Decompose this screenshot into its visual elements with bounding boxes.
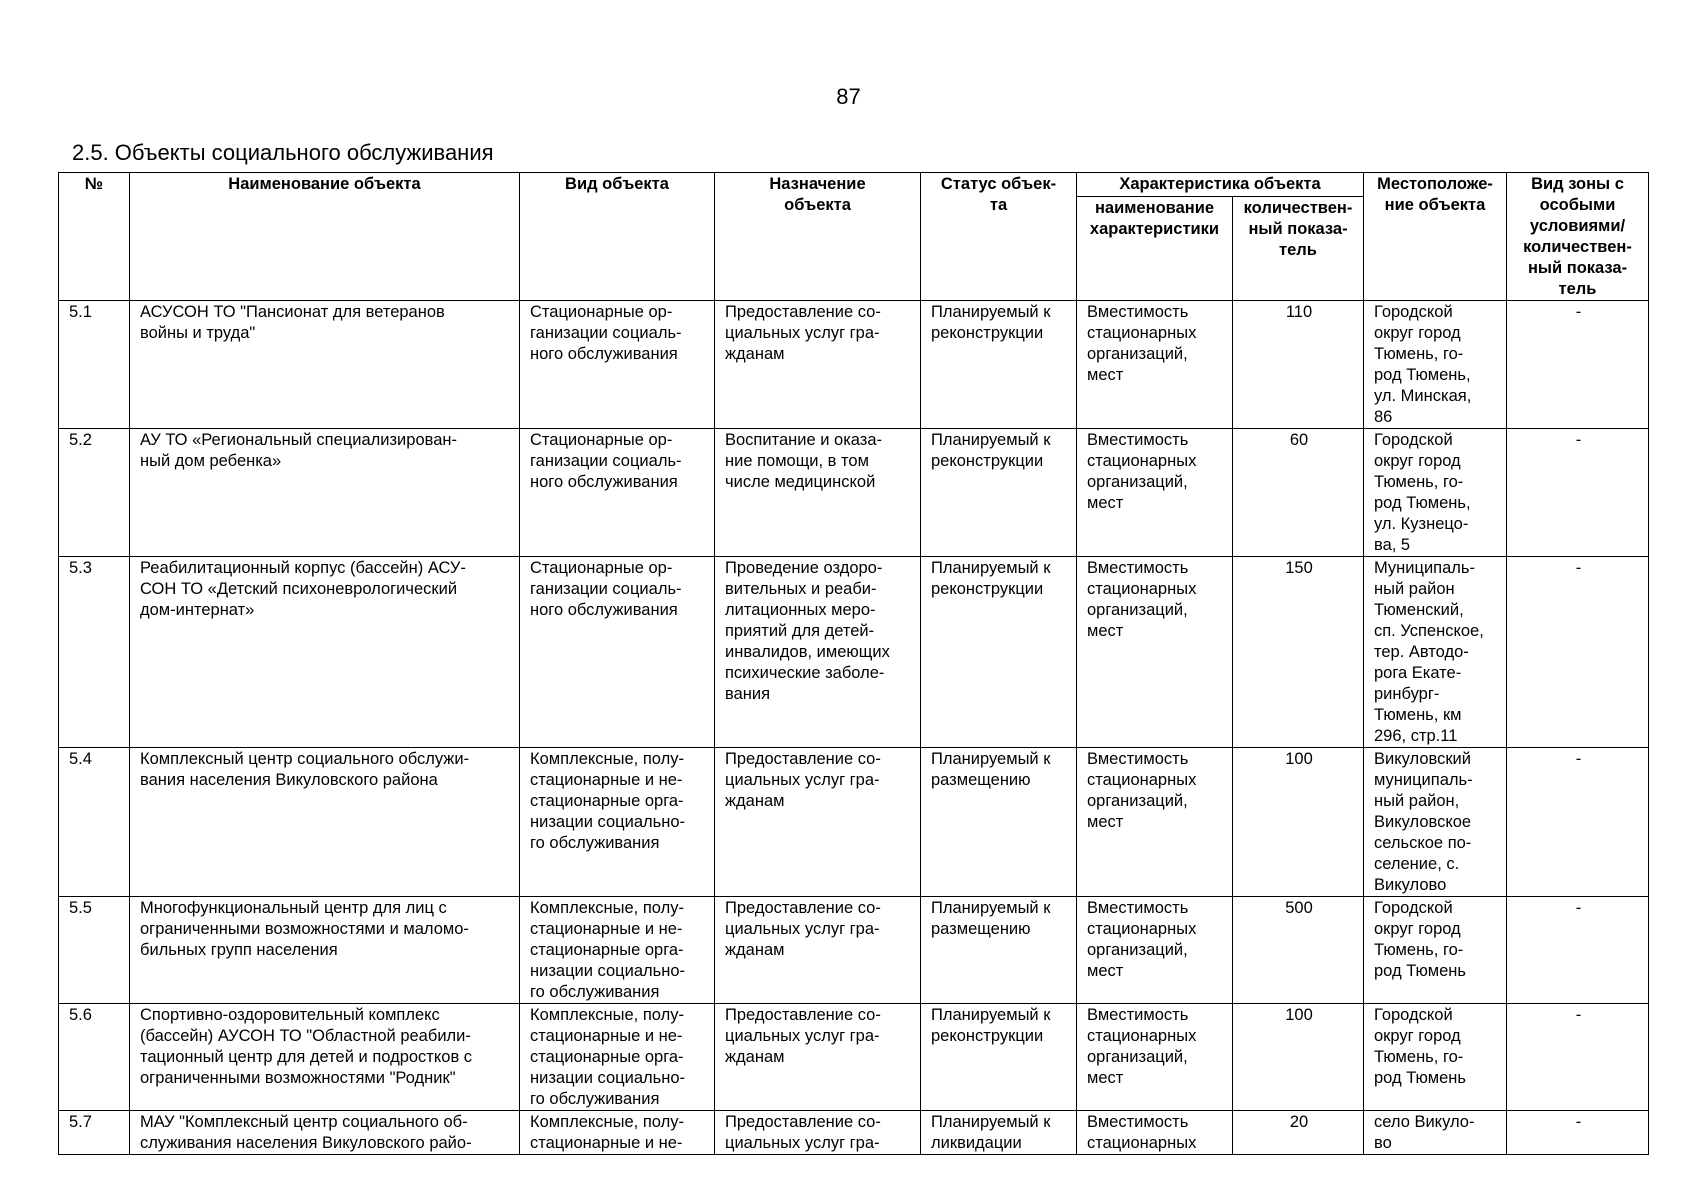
cell-type: Комплексные, полу- стационарные и не- стационарные орга- низации социально- го обслуживания xyxy=(520,748,715,897)
cell-location: Городской округ город Тюмень, го- род Тюмень xyxy=(1364,1004,1507,1111)
cell-zone: - xyxy=(1507,1004,1649,1111)
cell-type: Стационарные ор- ганизации социаль- ного обслуживания xyxy=(520,557,715,748)
cell-char-value: 100 xyxy=(1233,1004,1364,1111)
cell-name: Комплексный центр социального обслужи- вания населения Викуловского района xyxy=(130,748,520,897)
table-row xyxy=(59,897,1649,1004)
header-purpose: Назначение объекта xyxy=(715,173,921,301)
cell-status: Планируемый к ликвидации xyxy=(921,1111,1077,1155)
cell-char-value: 100 xyxy=(1233,748,1364,897)
cell-type: Комплексные, полу- стационарные и не- стационарные орга- низации социально- го обслуживания xyxy=(520,897,715,1004)
cell-zone: - xyxy=(1507,748,1649,897)
social-objects-table xyxy=(58,172,1649,1155)
cell-char-name: Вместимость стационарных организаций, мест xyxy=(1077,897,1233,1004)
table-row xyxy=(59,748,1649,897)
cell-char-name: Вместимость стационарных организаций, мест xyxy=(1077,429,1233,557)
cell-status: Планируемый к размещению xyxy=(921,748,1077,897)
header-type: Вид объекта xyxy=(520,173,715,301)
cell-purpose: Предоставление со- циальных услуг гра- xyxy=(715,1111,921,1155)
cell-num: 5.5 xyxy=(59,897,130,1004)
table-header xyxy=(59,173,1649,301)
cell-zone: - xyxy=(1507,897,1649,1004)
header-characteristic: Характеристика объекта xyxy=(1077,173,1364,197)
cell-num: 5.6 xyxy=(59,1004,130,1111)
cell-char-name: Вместимость стационарных организаций, мест xyxy=(1077,301,1233,429)
cell-status: Планируемый к реконструкции xyxy=(921,301,1077,429)
table-row xyxy=(59,1111,1649,1155)
cell-char-name: Вместимость стационарных xyxy=(1077,1111,1233,1155)
cell-num: 5.7 xyxy=(59,1111,130,1155)
cell-name: Реабилитационный корпус (бассейн) АСУ- СОН ТО «Детский психоневрологический дом-интернат» xyxy=(130,557,520,748)
cell-location: Городской округ город Тюмень, го- род Тюмень, ул. Минская, 86 xyxy=(1364,301,1507,429)
cell-status: Планируемый к реконструкции xyxy=(921,1004,1077,1111)
cell-status: Планируемый к реконструкции xyxy=(921,557,1077,748)
cell-purpose: Предоставление со- циальных услуг гра- жданам xyxy=(715,748,921,897)
cell-type: Стационарные ор- ганизации социаль- ного обслуживания xyxy=(520,429,715,557)
cell-status: Планируемый к реконструкции xyxy=(921,429,1077,557)
cell-char-value: 150 xyxy=(1233,557,1364,748)
cell-num: 5.2 xyxy=(59,429,130,557)
cell-purpose: Предоставление со- циальных услуг гра- жданам xyxy=(715,897,921,1004)
cell-char-name: Вместимость стационарных организаций, мест xyxy=(1077,557,1233,748)
cell-num: 5.4 xyxy=(59,748,130,897)
page-number: 87 xyxy=(836,84,861,109)
cell-type: Комплексные, полу- стационарные и не- стационарные орга- низации социально- го обслуживания xyxy=(520,1004,715,1111)
header-num: № xyxy=(59,173,130,301)
cell-zone: - xyxy=(1507,301,1649,429)
cell-zone: - xyxy=(1507,1111,1649,1155)
cell-char-value: 500 xyxy=(1233,897,1364,1004)
cell-char-value: 110 xyxy=(1233,301,1364,429)
table-row xyxy=(59,301,1649,429)
header-name: Наименование объекта xyxy=(130,173,520,301)
header-zone: Вид зоны с особыми условиями/ количествен- ный показа- тель xyxy=(1507,173,1649,301)
table-body xyxy=(59,301,1649,1155)
cell-location: Муниципаль- ный район Тюменский, сп. Успенское, тер. Автодо- рога Екате- ринбург- Тюмень, км 296, стр.11 xyxy=(1364,557,1507,748)
cell-name: Многофункциональный центр для лиц с ограниченными возможностями и маломо- бильных групп населения xyxy=(130,897,520,1004)
cell-name: АУ ТО «Региональный специализирован- ный дом ребенка» xyxy=(130,429,520,557)
cell-purpose: Проведение оздоро- вительных и реаби- литационных меро- приятий для детей- инвалидов, имеющих психические заболе- вания xyxy=(715,557,921,748)
header-char-value: количествен- ный показа- тель xyxy=(1233,196,1364,300)
cell-zone: - xyxy=(1507,429,1649,557)
cell-char-value: 60 xyxy=(1233,429,1364,557)
cell-char-name: Вместимость стационарных организаций, мест xyxy=(1077,748,1233,897)
cell-location: Викуловский муниципаль- ный район, Викуловское сельское по- селение, с. Викулово xyxy=(1364,748,1507,897)
cell-location: село Викуло- во xyxy=(1364,1111,1507,1155)
cell-location: Городской округ город Тюмень, го- род Тюмень, ул. Кузнецо- ва, 5 xyxy=(1364,429,1507,557)
cell-purpose: Предоставление со- циальных услуг гра- жданам xyxy=(715,1004,921,1111)
header-status: Статус объек- та xyxy=(921,173,1077,301)
cell-purpose: Воспитание и оказа- ние помощи, в том числе медицинской xyxy=(715,429,921,557)
cell-char-value: 20 xyxy=(1233,1111,1364,1155)
table-row xyxy=(59,429,1649,557)
cell-location: Городской округ город Тюмень, го- род Тюмень xyxy=(1364,897,1507,1004)
cell-num: 5.3 xyxy=(59,557,130,748)
cell-type: Комплексные, полу- стационарные и не- xyxy=(520,1111,715,1155)
cell-name: Спортивно-оздоровительный комплекс (бассейн) АУСОН ТО "Областной реабили- тационный центр для детей и подростков с ограниченными возможностями "Родник" xyxy=(130,1004,520,1111)
section-title: 2.5. Объекты социального обслуживания xyxy=(72,140,494,165)
cell-name: МАУ "Комплексный центр социального об- служивания населения Викуловского райо- xyxy=(130,1111,520,1155)
cell-name: АСУСОН ТО "Пансионат для ветеранов войны и труда" xyxy=(130,301,520,429)
cell-status: Планируемый к размещению xyxy=(921,897,1077,1004)
cell-zone: - xyxy=(1507,557,1649,748)
header-char-name: наименование характеристики xyxy=(1077,196,1233,300)
cell-purpose: Предоставление со- циальных услуг гра- жданам xyxy=(715,301,921,429)
cell-num: 5.1 xyxy=(59,301,130,429)
table-row xyxy=(59,1004,1649,1111)
cell-char-name: Вместимость стационарных организаций, мест xyxy=(1077,1004,1233,1111)
cell-type: Стационарные ор- ганизации социаль- ного обслуживания xyxy=(520,301,715,429)
table-row xyxy=(59,557,1649,748)
header-location: Местоположе- ние объекта xyxy=(1364,173,1507,301)
